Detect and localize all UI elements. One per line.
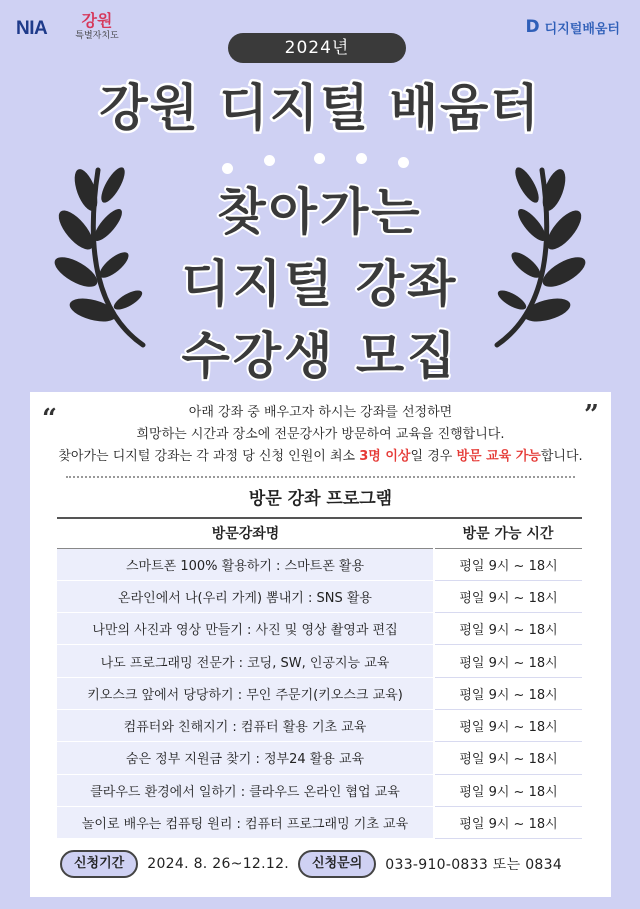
course-name-cell: 놀이로 배우는 컴퓨팅 원리 : 컴퓨터 프로그래밍 기초 교육: [57, 806, 434, 838]
gangwon-logo-text: 강원: [81, 11, 113, 30]
program-table: [57, 517, 582, 839]
available-time-cell: 평일 9시 ~ 18시: [434, 645, 582, 677]
table-header-row: [57, 518, 582, 548]
program-title: 방문 강좌 프로그램: [248, 489, 393, 509]
course-name-cell: 컴퓨터와 친해지기 : 컴퓨터 활용 기초 교육: [57, 709, 434, 741]
subtitle-line-1: 찾아가는: [217, 183, 423, 241]
intro-line-3-mid: 일 경우: [410, 449, 457, 464]
table-row: [57, 806, 582, 838]
intro-min-people: 3명 이상: [359, 449, 411, 464]
column-header-course: 방문강좌명: [57, 518, 434, 548]
table-row: [57, 645, 582, 677]
table-row: [57, 580, 582, 612]
info-card: [30, 392, 611, 897]
available-time-cell: 평일 9시 ~ 18시: [434, 548, 582, 580]
period-value: 2024. 8. 26~12.12.: [147, 856, 290, 872]
subtitle-line-3: 수강생 모집: [181, 327, 459, 385]
divider: [66, 476, 575, 478]
table-row: [57, 677, 582, 709]
open-quote-icon: “: [42, 404, 57, 434]
course-name-cell: 숨은 정부 지원금 찾기 : 정부24 활용 교육: [57, 742, 434, 774]
nia-logo: NIA: [16, 18, 48, 39]
table-row: [57, 548, 582, 580]
column-header-time: 방문 가능 시간: [434, 518, 582, 548]
year-badge: 2024년: [228, 33, 406, 63]
intro-visit-possible: 방문 교육 가능: [456, 449, 541, 464]
digital-baeumteo-logo-text: 디지털배움터: [544, 21, 620, 37]
course-name-cell: 나도 프로그래밍 전문가 : 코딩, SW, 인공지능 교육: [57, 645, 434, 677]
table-row: [57, 774, 582, 806]
intro-line-3: [30, 446, 611, 468]
page-title: 강원 디지털 배움터: [99, 79, 541, 137]
contact-label: 신청문의: [298, 850, 376, 878]
intro-line-2: 희망하는 시간과 장소에 전문강사가 방문하여 교육을 진행합니다.: [136, 427, 505, 442]
available-time-cell: 평일 9시 ~ 18시: [434, 742, 582, 774]
available-time-cell: 평일 9시 ~ 18시: [434, 774, 582, 806]
period-label: 신청기간: [60, 850, 138, 878]
available-time-cell: 평일 9시 ~ 18시: [434, 677, 582, 709]
subtitle-line-2: 디지털 강좌: [181, 255, 459, 313]
table-row: [57, 709, 582, 741]
gangwon-logo: [72, 12, 122, 42]
contact-value: 033-910-0833 또는 0834: [385, 857, 563, 873]
digital-baeumteo-logo: [526, 17, 620, 37]
table-row: [57, 742, 582, 774]
gangwon-logo-sub: 특별자치도: [75, 31, 119, 41]
course-name-cell: 스마트폰 100% 활용하기 : 스마트폰 활용: [57, 548, 434, 580]
close-quote-icon: ”: [584, 400, 599, 430]
course-name-cell: 온라인에서 나(우리 가게) 뽐내기 : SNS 활용: [57, 580, 434, 612]
footer-info: [60, 850, 581, 878]
available-time-cell: 평일 9시 ~ 18시: [434, 709, 582, 741]
intro-line-3-post: 합니다.: [540, 449, 583, 464]
intro-line-1: 아래 강좌 중 배우고자 하시는 강좌를 선정하면: [188, 405, 453, 420]
digital-baeumteo-icon: D: [525, 17, 540, 37]
course-name-cell: 클라우드 환경에서 일하기 : 클라우드 온라인 협업 교육: [57, 774, 434, 806]
course-name-cell: 키오스크 앞에서 당당하기 : 무인 주문기(키오스크 교육): [57, 677, 434, 709]
course-name-cell: 나만의 사진과 영상 만들기 : 사진 및 영상 촬영과 편집: [57, 613, 434, 645]
intro-line-3-pre: 찾아가는 디지털 강좌는 각 과정 당 신청 인원이 최소: [58, 449, 360, 464]
available-time-cell: 평일 9시 ~ 18시: [434, 580, 582, 612]
available-time-cell: 평일 9시 ~ 18시: [434, 613, 582, 645]
program-table-body: [57, 548, 582, 839]
table-row: [57, 613, 582, 645]
intro-text: [30, 402, 611, 468]
available-time-cell: 평일 9시 ~ 18시: [434, 806, 582, 838]
